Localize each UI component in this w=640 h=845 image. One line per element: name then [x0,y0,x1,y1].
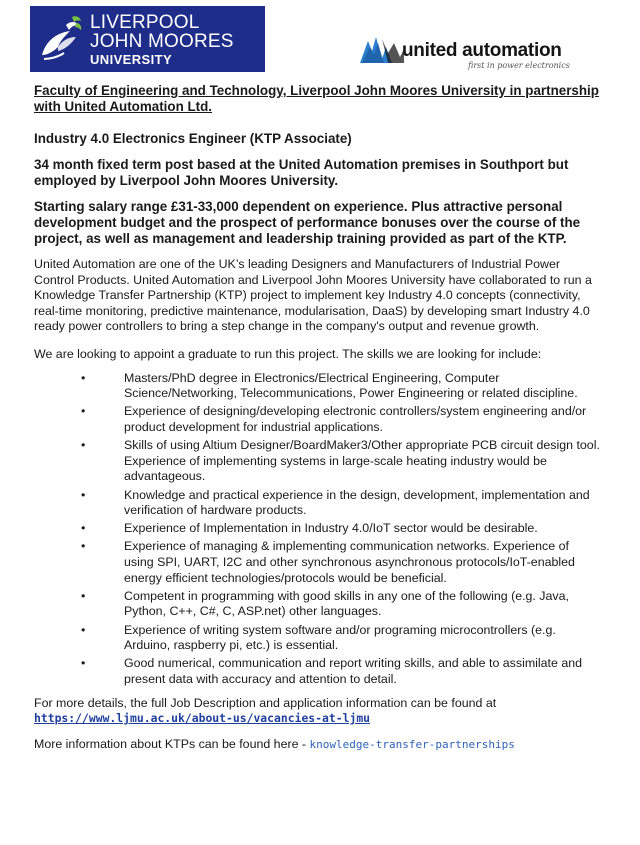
list-item [34,539,600,586]
ua-company-name: united automation [402,40,562,61]
liver-bird-crest-icon [36,11,84,67]
ktp-info [34,737,600,753]
skill-text: Knowledge and practical experience in the design, development, implementation and verification of hardware products. [124,487,590,518]
bullet: • [81,521,86,536]
bullet: • [81,622,86,637]
skill-text: Skills of using Altium Designer/BoardMaker3/Other appropriate PCB circuit design tool. Experience of implementing systems in large-scale heating industry would be advantageous. [124,438,600,484]
list-item [34,438,600,485]
skill-text: Good numerical, communication and report writing skills, and able to assimilate and present data with accuracy and attention to detail. [124,656,582,686]
details-sentence: For more details, the full Job Description and application information can be found at [34,695,497,710]
bullet: • [81,588,86,603]
post-details: 34 month fixed term post based at the United Automation premises in Southport but employed by Liverpool John Moores University. [34,157,569,188]
ljmu-line-1: LIVERPOOL [90,11,200,33]
list-item [34,521,600,537]
ljmu-line-2: JOHN MOORES [90,30,234,52]
job-title: Industry 4.0 Electronics Engineer (KTP Associate) [34,131,352,146]
list-item [34,404,600,435]
bullet: • [81,487,86,502]
united-automation-logo [358,33,568,73]
bullet: • [81,656,86,671]
skill-text: Experience of Implementation in Industry 4.0/IoT sector would be desirable. [124,521,538,536]
vacancies-link[interactable]: https://www.ljmu.ac.uk/about-us/vacancies-at-ljmu [34,711,371,726]
bullet: • [81,539,86,554]
bullet: • [81,438,86,453]
ljmu-logo [30,6,265,72]
list-item [34,623,600,654]
skills-intro: We are looking to appoint a graduate to run this project. The skills we are looking for include: [34,346,542,361]
skills-list [34,371,600,688]
salary-details: Starting salary range £31-33,000 dependent on experience. Plus attractive personal development budget and the prospect of performance bonuses over the course of the project, as well as management and leadership training provided as part of the KTP. [34,199,581,246]
ua-tagline: first in power electronics [468,61,570,70]
details-text [34,696,600,727]
bullet: • [81,370,86,385]
bullet: • [81,404,86,419]
advert-content [34,83,600,752]
list-item [34,656,600,687]
skill-text: Masters/PhD degree in Electronics/Electrical Engineering, Computer Science/Networking, Telecommunications, Power Engineering or related discipline. [124,370,578,401]
skill-text: Experience of designing/developing electronic controllers/system engineering and/or product development for industrial applications. [124,404,587,434]
company-intro: United Automation are one of the UK’s leading Designers and Manufacturers of Industrial Power Control Products. United Automation and Liverpool John Moores University have collaborated to run a Knowledge Transfer Partnership (KTP) project to implement key Industry 4.0 concepts (connectivity, real-time monitoring, predictive maintenance, modularisation, DaaS) by developing smart Industry 4.0 ready power controllers to bring a step change in the company's output and revenue growth. [34,257,592,334]
ua-wave-mark-icon [358,33,408,67]
skill-text: Experience of managing & implementing communication networks. Experience of using SPI, UART, I2C and other synchronous asynchronous protocols/IoT-enabled energy efficient technologies/protocols would be beneficial. [124,539,575,585]
ktp-sentence: More information about KTPs can be found here - [34,736,307,751]
skill-text: Competent in programming with good skills in any one of the following (e.g. Java, Python, C++, C#, C, ASP.net) other languages. [124,588,569,619]
list-item [34,488,600,519]
ljmu-wordmark [90,13,234,66]
list-item [34,589,600,620]
skill-text: Experience of writing system software and/or programing microcontrollers (e.g. Arduino, raspberry pi, etc.) is essential. [124,622,556,653]
ljmu-line-3: UNIVERSITY [90,51,173,67]
ktp-link[interactable]: knowledge-transfer-partnerships [309,737,515,751]
faculty-heading: Faculty of Engineering and Technology, Liverpool John Moores University in partnership with United Automation Ltd. [34,83,599,114]
list-item [34,371,600,402]
